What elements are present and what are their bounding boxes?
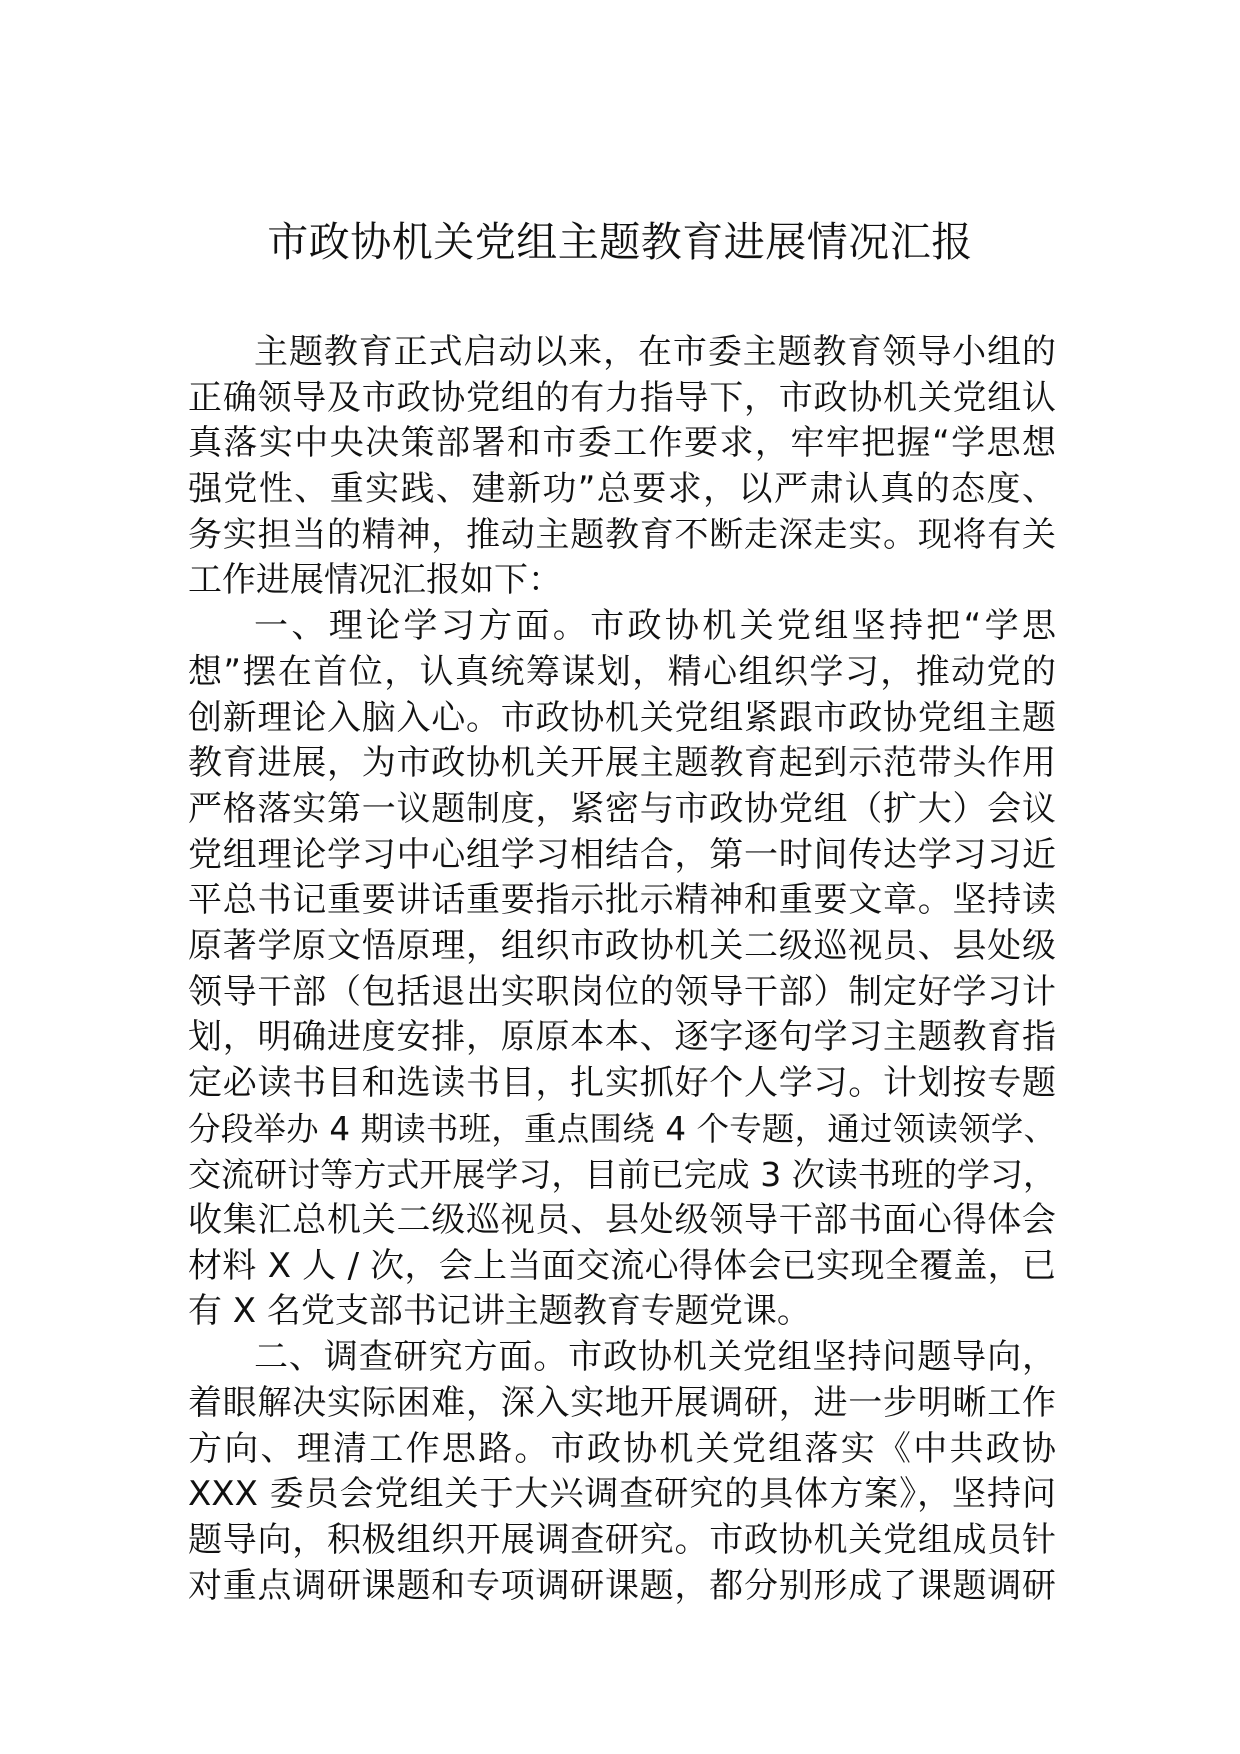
paragraph-line: 题导向，积极组织开展调查研究。市政协机关党组成员针 — [188, 1519, 1056, 1560]
paragraph-line: 教育进展，为市政协机关开展主题教育起到示范带头作用 — [188, 743, 1056, 784]
paragraph-line: 对重点调研课题和专项调研课题，都分别形成了课题调研 — [188, 1565, 1056, 1606]
paragraph-line: 原著学原文悟原理，组织市政协机关二级巡视员、县处级 — [188, 925, 1056, 966]
document-body — [188, 330, 1056, 1609]
paragraph-line: 创新理论入脑入心。市政协机关党组紧跟市政协党组主题 — [188, 697, 1056, 738]
paragraph-line: 二、调查研究方面。市政协机关党组坚持问题导向， — [254, 1337, 1056, 1378]
paragraph-line: 着眼解决实际困难，深入实地开展调研，进一步明晰工作 — [188, 1382, 1056, 1423]
paragraph-line: 定必读书目和选读书目，扎实抓好个人学习。计划按专题 — [188, 1063, 1056, 1103]
paragraph-line: 务实担当的精神，推动主题教育不断走深走实。现将有关 — [188, 514, 1056, 555]
paragraph-line: 工作进展情况汇报如下： — [188, 560, 562, 601]
paragraph-line: 正确领导及市政协党组的有力指导下，市政协机关党组认 — [188, 377, 1056, 418]
paragraph-line: 主题教育正式启动以来，在市委主题教育领导小组的 — [254, 332, 1056, 372]
paragraph-line: 强党性、重实践、建新功”总要求，以严肃认真的态度、 — [188, 469, 1056, 510]
paragraph-line: 有 X 名党支部书记讲主题教育专题党课。 — [188, 1291, 811, 1332]
paragraph-line: 分段举办 4 期读书班，重点围绕 4 个专题，通过领读领学、 — [188, 1109, 1056, 1148]
paragraph-line: 平总书记重要讲话重要指示批示精神和重要文章。坚持读 — [188, 880, 1056, 921]
paragraph-line: 严格落实第一议题制度，紧密与市政协党组（扩大）会议 — [188, 788, 1056, 829]
paragraph-line: 收集汇总机关二级巡视员、县处级领导干部书面心得体会 — [188, 1200, 1056, 1241]
paragraph-line: XXX 委员会党组关于大兴调查研究的具体方案》，坚持问 — [188, 1474, 1056, 1515]
paragraph-line: 领导干部（包括退出实职岗位的领导干部）制定好学习计 — [188, 971, 1056, 1012]
paragraph-line: 想”摆在首位，认真统筹谋划，精心组织学习，推动党的 — [188, 651, 1056, 692]
paragraph-line: 划，明确进度安排，原原本本、逐字逐句学习主题教育指 — [188, 1017, 1056, 1058]
paragraph-line: 材料 X 人 / 次，会上当面交流心得体会已实现全覆盖，已 — [188, 1245, 1056, 1286]
document-title: 市政协机关党组主题教育进展情况汇报 — [267, 218, 973, 266]
paragraph-line: 交流研讨等方式开展学习，目前已完成 3 次读书班的学习， — [188, 1155, 1056, 1195]
paragraph-line: 方向、理清工作思路。市政协机关党组落实《中共政协 — [188, 1428, 1056, 1469]
paragraph-line: 真落实中央决策部署和市委工作要求，牢牢把握“学思想 — [188, 423, 1056, 464]
paragraph-line: 一、理论学习方面。市政协机关党组坚持把“学思 — [254, 606, 1056, 647]
paragraph-line: 党组理论学习中心组学习相结合，第一时间传达学习习近 — [188, 834, 1056, 875]
